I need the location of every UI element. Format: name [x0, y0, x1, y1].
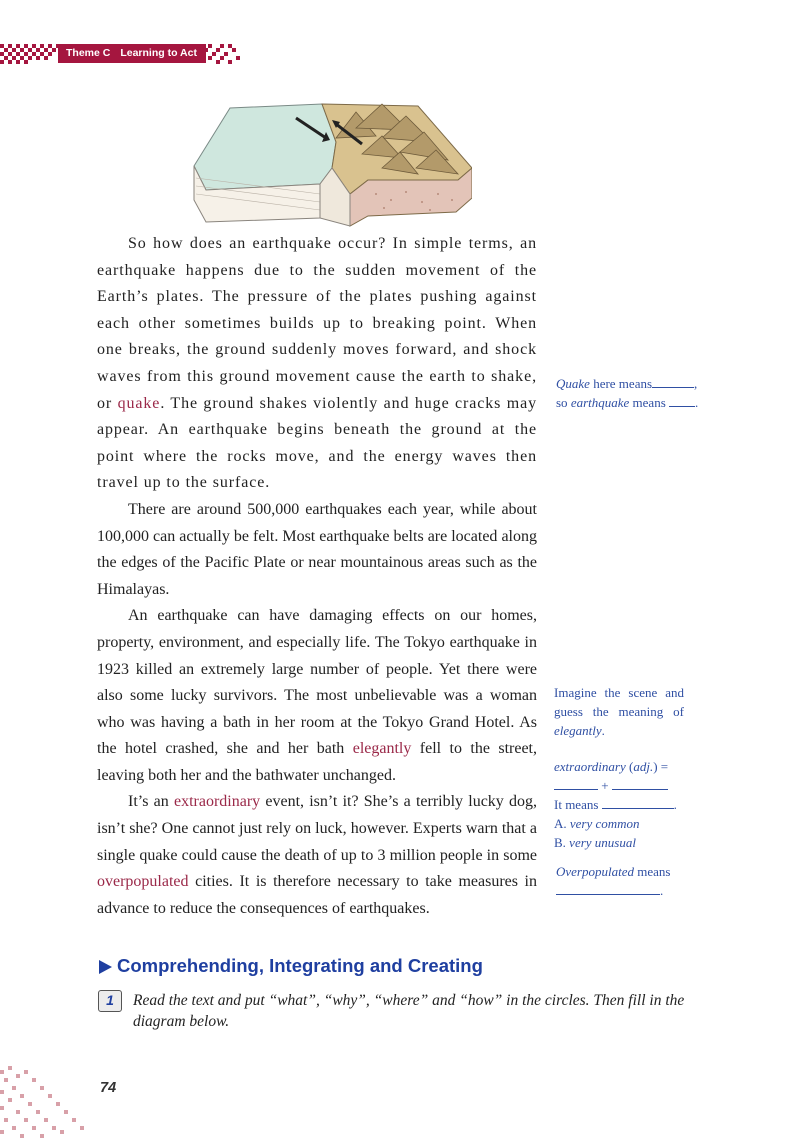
blank-quake[interactable]: [652, 375, 694, 388]
task-number-badge: 1: [98, 990, 122, 1012]
theme-bar: [58, 44, 206, 63]
footer-pixel-pattern: [0, 1066, 96, 1138]
blank-earthquake[interactable]: [669, 394, 695, 407]
task-instruction: Read the text and put “what”, “why”, “where” and “how” in the circles. Then fill in the diagram below.: [133, 992, 685, 1030]
keyword-overpopulated: overpopulated: [97, 873, 189, 891]
option-b[interactable]: very unusual: [569, 835, 636, 850]
blank-overpopulated[interactable]: [556, 882, 660, 895]
page-number: 74: [100, 1080, 117, 1096]
header-pixel-pattern-left: [0, 40, 66, 66]
paragraph-1: So how does an earthquake occur? In simple terms, an earthquake happens due to the sudden movement of the Earth’s plates. The pressure of the plates pushing against each other sometimes builds up to breaking point. When one breaks, the ground suddenly moves forward, and shock waves from this ground movement cause the earth to shake, or quake. The ground shakes violently and huge cracks may appear. An earthquake begins beneath the ground at the point where the rocks move, and the energy waves then travel up to the surface.: [97, 235, 538, 492]
keyword-elegantly: elegantly: [352, 740, 412, 758]
theme-label: Theme C: [66, 47, 111, 59]
note-overpopulated: Overpopulated means .: [556, 864, 671, 898]
earthquake-plates-illustration: [186, 98, 472, 234]
blank-root[interactable]: [612, 777, 668, 790]
theme-title: Learning to Act: [120, 47, 197, 59]
option-a[interactable]: very common: [569, 816, 640, 831]
section-arrow-icon: [99, 960, 112, 974]
keyword-extraordinary: extraordinary: [173, 793, 261, 811]
keyword-quake: quake: [117, 394, 161, 412]
blank-prefix[interactable]: [554, 777, 598, 790]
paragraph-2: There are around 500,000 earthquakes each year, while about 100,000 can actually be felt. Most earthquake belts are located along the edges of the Pacific Plate or near mountainous areas such as the Himalayas.: [97, 500, 537, 598]
note-extraordinary: extraordinary (adj.) = + It means . A. very common B. very unusual: [554, 759, 677, 850]
paragraph-4: It’s an extraordinary event, isn’t it? She’s a terribly lucky dog, isn’t she? One cannot just rely on luck, however. Experts warn that a single quake could cause the death of up to 3 million people in some overpopulated cities. It is therefore necessary to take measures in advance to reduce the consequences of earthquakes.: [97, 793, 538, 917]
article-body: [97, 231, 537, 922]
section-title: Comprehending, Integrating and Creating: [117, 955, 483, 976]
paragraph-3: An earthquake can have damaging effects on our homes, property, environment, and especially life. The Tokyo earthquake in 1923 killed an extremely large number of people. Yet there were also some lucky survivors. The most unbelievable was a woman who was having a bath in her room at the Tokyo Grand Hotel. As the hotel crashed, she and her bath elegantly fell to the street, leaving both her and the bathwater unchanged.: [97, 607, 537, 784]
note-quake: Quake here means , so earthquake means .: [556, 376, 699, 410]
header-pixel-pattern-right: [200, 40, 242, 66]
blank-it-means[interactable]: [602, 796, 674, 809]
note-elegantly: Imagine the scene and guess the meaning of elegantly.: [554, 685, 684, 738]
